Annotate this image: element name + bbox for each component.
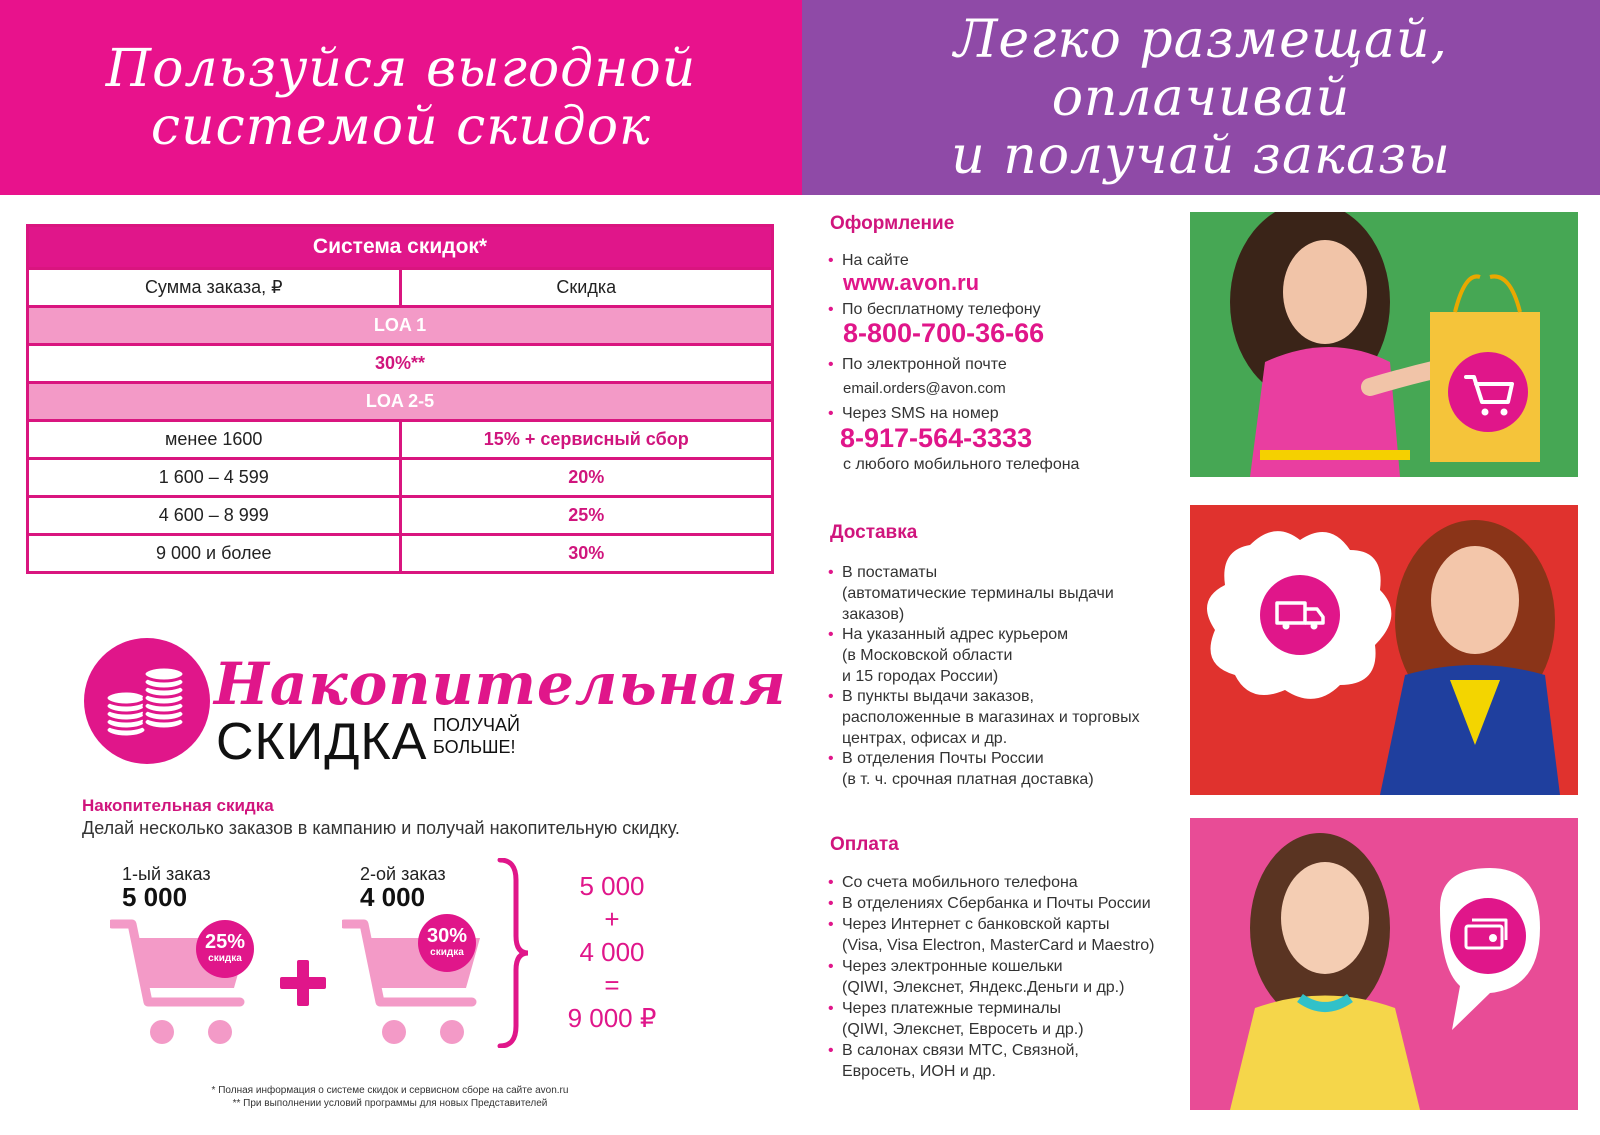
- discount-cell: 15% + сервисный сбор: [399, 422, 772, 457]
- order1-discount-badge: [196, 920, 254, 978]
- list-item: • Через платежные терминалы (QIWI, Элекснет, Евросеть и др.): [830, 998, 1084, 1040]
- payment-title: Оплата: [830, 834, 899, 855]
- delivery-title: Доставка: [830, 522, 918, 543]
- loa1-band: [29, 305, 771, 343]
- loa1-value: 30%**: [374, 353, 426, 373]
- table-row: [29, 419, 771, 457]
- header-left-title: Пользуйся выгодной системой скидок: [105, 38, 697, 157]
- plus-icon: [280, 960, 326, 1006]
- footnote-1: * Полная информация о системе скидок и сервисном сборе на сайте avon.ru: [211, 1085, 569, 1096]
- header-right-band: [802, 0, 1600, 195]
- loa1-label: LOA 1: [373, 315, 427, 335]
- list-item: • По электронной почте: [830, 354, 1007, 375]
- calc-plus: +: [604, 904, 620, 934]
- order1-discount-percent: 25%: [204, 931, 246, 953]
- loa25-band: [29, 381, 771, 419]
- list-item: • На указанный адрес курьером (в Московской области и 15 городах России): [830, 624, 1068, 687]
- accumulative-script-title: Накопительная: [214, 650, 787, 718]
- list-item: • Через SMS на номер: [830, 403, 999, 424]
- header-left-band: [0, 0, 802, 195]
- discount-cell: 30%: [399, 536, 772, 571]
- website-link[interactable]: www.avon.ru: [843, 270, 980, 295]
- list-item: • В отделения Почты России (в т. ч. срочная платная доставка): [830, 748, 1094, 790]
- order2-discount-badge: [418, 914, 476, 972]
- table-row: [29, 457, 771, 495]
- phone-number[interactable]: 8-800-700-36-66: [843, 318, 1045, 348]
- photo-payment: [1190, 818, 1578, 1110]
- list-item: • В салонах связи МТС, Связной, Евросеть, ИОН и др.: [830, 1040, 1079, 1082]
- table-header-row: [29, 267, 771, 305]
- get-more-text: ПОЛУЧАЙ БОЛЬШЕ!: [433, 715, 520, 757]
- column-header-discount: Скидка: [399, 270, 772, 305]
- column-header-sum: Сумма заказа, ₽: [144, 277, 283, 297]
- order2-sum: 4 000: [360, 882, 426, 912]
- calc-equals: =: [604, 970, 620, 1000]
- sum-cell: 4 600 – 8 999: [158, 505, 269, 525]
- coins-icon: [84, 638, 210, 764]
- accumulative-description: Делай несколько заказов в кампанию и получай накопительную скидку.: [82, 818, 680, 838]
- table-row: [29, 495, 771, 533]
- discount-cell: 20%: [399, 460, 772, 495]
- sms-note: с любого мобильного телефона: [843, 456, 1080, 473]
- ordering-title: Оформление: [830, 213, 955, 234]
- order2-discount-percent: 30%: [426, 925, 468, 947]
- footnotes: [110, 1084, 670, 1110]
- loa25-label: LOA 2-5: [365, 391, 435, 411]
- sum-cell: менее 1600: [165, 429, 263, 449]
- list-item: • Со счета мобильного телефона: [830, 872, 1078, 893]
- brace-icon: [496, 858, 532, 1048]
- list-item: • По бесплатному телефону: [830, 299, 1041, 320]
- photo-delivery: [1190, 505, 1578, 795]
- footnote-2: ** При выполнении условий программы для новых Представителей: [232, 1098, 548, 1109]
- discount-table-title: Система скидок*: [29, 227, 771, 267]
- sum-cell: 9 000 и более: [155, 543, 272, 563]
- email-address[interactable]: email.orders@avon.com: [843, 380, 1006, 397]
- calc-first: 5 000: [579, 871, 645, 901]
- list-item: • Через Интернет с банковской карты (Visa, Visa Electron, MasterCard и Maestro): [830, 914, 1154, 956]
- calc-total: 9 000 ₽: [567, 1003, 657, 1033]
- discount-table: [26, 224, 774, 574]
- table-row: [29, 533, 771, 571]
- order2-label: 2-ой заказ: [360, 864, 446, 884]
- order1-discount-word: скидка: [208, 953, 242, 964]
- header-right-title: Легко размещай, оплачивай и получай заказы: [951, 9, 1451, 186]
- list-item: • В постаматы (автоматические терминалы выдачи заказов): [830, 562, 1114, 625]
- list-item: • Через электронные кошельки (QIWI, Элекснет, Яндекс.Деньги и др.): [830, 956, 1124, 998]
- order1-label: 1-ый заказ: [122, 864, 211, 884]
- discount-cell: 25%: [399, 498, 772, 533]
- list-item: • На сайте: [830, 250, 909, 271]
- list-item: • В пункты выдачи заказов, расположенные в магазинах и торговых центрах, офисах и др.: [830, 686, 1140, 749]
- order1-sum: 5 000: [122, 882, 188, 912]
- sum-cell: 1 600 – 4 599: [158, 467, 269, 487]
- loa1-row: [29, 343, 771, 381]
- photo-shopping-bag: [1190, 212, 1578, 477]
- accumulative-title: Накопительная скидка: [82, 796, 274, 815]
- order2-discount-word: скидка: [430, 947, 464, 958]
- sms-number[interactable]: 8-917-564-3333: [840, 423, 1033, 453]
- calc-second: 4 000: [579, 937, 645, 967]
- sum-calculation: [556, 870, 668, 1035]
- list-item: • В отделениях Сбербанка и Почты России: [830, 893, 1151, 914]
- skidka-word: СКИДКА: [216, 713, 428, 771]
